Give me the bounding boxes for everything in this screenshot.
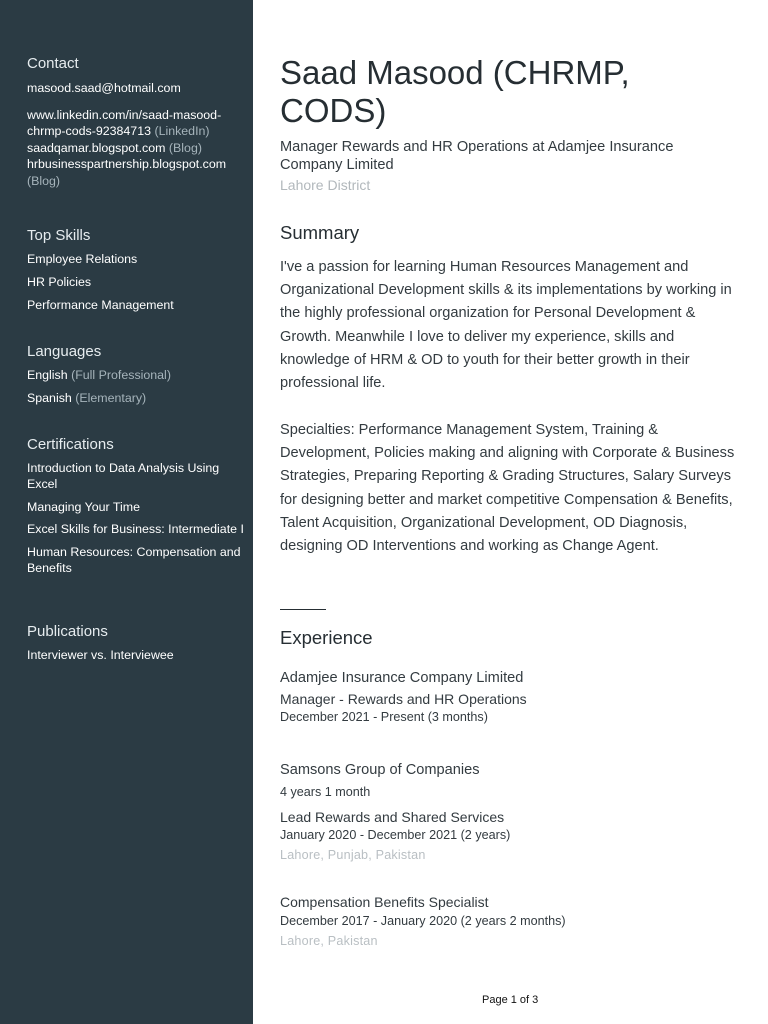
- linkedin-link[interactable]: [27, 107, 247, 140]
- blog1-link[interactable]: [27, 140, 247, 157]
- contact-section: [27, 55, 247, 190]
- certifications-section: [27, 436, 247, 584]
- experience-title: Experience: [280, 627, 373, 648]
- certification-item: Introduction to Data Analysis Using Excel: [27, 461, 220, 491]
- company-name: Adamjee Insurance Company Limited: [280, 670, 524, 686]
- job-role: Lead Rewards and Shared Services: [280, 809, 505, 825]
- blog2-url[interactable]: hrbusinesspartnership.blogspot.com: [27, 157, 227, 172]
- language-name: Spanish: [27, 390, 72, 405]
- languages-section: [27, 343, 247, 414]
- page-number: Page 1 of 3: [482, 994, 539, 1006]
- skills-section: [27, 227, 247, 320]
- language-item: [27, 368, 247, 384]
- certification-item: Excel Skills for Business: Intermediate I: [27, 522, 244, 537]
- certifications-heading: Certifications: [27, 436, 114, 453]
- linkedin-tag: (LinkedIn): [154, 124, 210, 139]
- job-dates: January 2020 - December 2021 (2 years): [280, 828, 511, 842]
- certification-item: Managing Your Time: [27, 499, 140, 514]
- language-level: (Full Professional): [71, 368, 171, 382]
- language-name: English: [27, 368, 68, 382]
- blog1-tag: (Blog): [168, 140, 202, 155]
- job-dates: December 2017 - January 2020 (2 years 2 months): [280, 914, 566, 928]
- publications-heading: Publications: [27, 623, 108, 640]
- language-item: [27, 391, 247, 407]
- summary-title: Summary: [280, 222, 360, 243]
- linkedin-url-part2[interactable]: chrmp-cods-92384713: [27, 124, 151, 139]
- company-name: Samsons Group of Companies: [280, 762, 480, 778]
- summary-paragraph: I've a passion for learning Human Resources Management and Organizational Development skills & its implementations by working in the highly professional organization for Personal Development & Growth. Meanwhile I love to deliver my experience, skills and knowledge of HRM & OD to youth for their better growth in their professional life.: [280, 259, 732, 392]
- sidebar: [0, 0, 253, 1024]
- linkedin-url-part1[interactable]: www.linkedin.com/in/saad-masood-: [27, 107, 222, 122]
- certification-item: Human Resources: Compensation and Benefits: [27, 545, 241, 575]
- profile-location: Lahore District: [280, 177, 371, 193]
- profile-name: Saad Masood (CHRMP, CODS): [280, 54, 630, 129]
- blog2-link[interactable]: [27, 156, 247, 189]
- languages-heading: Languages: [27, 343, 102, 360]
- job-location: Lahore, Pakistan: [280, 934, 378, 948]
- company-tenure: 4 years 1 month: [280, 785, 371, 799]
- experience-entry: [280, 669, 742, 726]
- blog1-url[interactable]: saadqamar.blogspot.com: [27, 140, 166, 155]
- job-location: Lahore, Punjab, Pakistan: [280, 848, 426, 862]
- experience-entry: [280, 761, 742, 864]
- contact-heading: Contact: [27, 55, 79, 72]
- skill-item: Performance Management: [27, 297, 174, 312]
- skill-item: HR Policies: [27, 274, 92, 289]
- publications-section: [27, 623, 247, 671]
- email-link[interactable]: masood.saad@hotmail.com: [27, 81, 181, 95]
- section-divider: [280, 609, 326, 610]
- job-dates: December 2021 - Present (3 months): [280, 710, 488, 724]
- profile-headline: Manager Rewards and HR Operations at Adamjee Insurance Company Limited: [280, 139, 674, 173]
- skills-heading: Top Skills: [27, 227, 91, 244]
- publication-item: Interviewer vs. Interviewee: [27, 648, 174, 662]
- job-role: Manager - Rewards and HR Operations: [280, 691, 527, 707]
- skill-item: Employee Relations: [27, 252, 138, 266]
- blog2-tag: (Blog): [27, 173, 61, 188]
- experience-entry: [280, 893, 742, 950]
- job-role: Compensation Benefits Specialist: [280, 894, 489, 910]
- specialties-paragraph: Specialties: Performance Management System, Training & Development, Policies making and aligning with Corporate & Business Strategies, Preparing Reporting & Grading Structures, Salary Surveys for designing better and market competitive Compensation & Benefits, Talent Acquisition, Organizational Development, OD Diagnosis, designing OD Interventions and working as Change Agent.: [280, 422, 735, 555]
- language-level: (Elementary): [75, 390, 147, 405]
